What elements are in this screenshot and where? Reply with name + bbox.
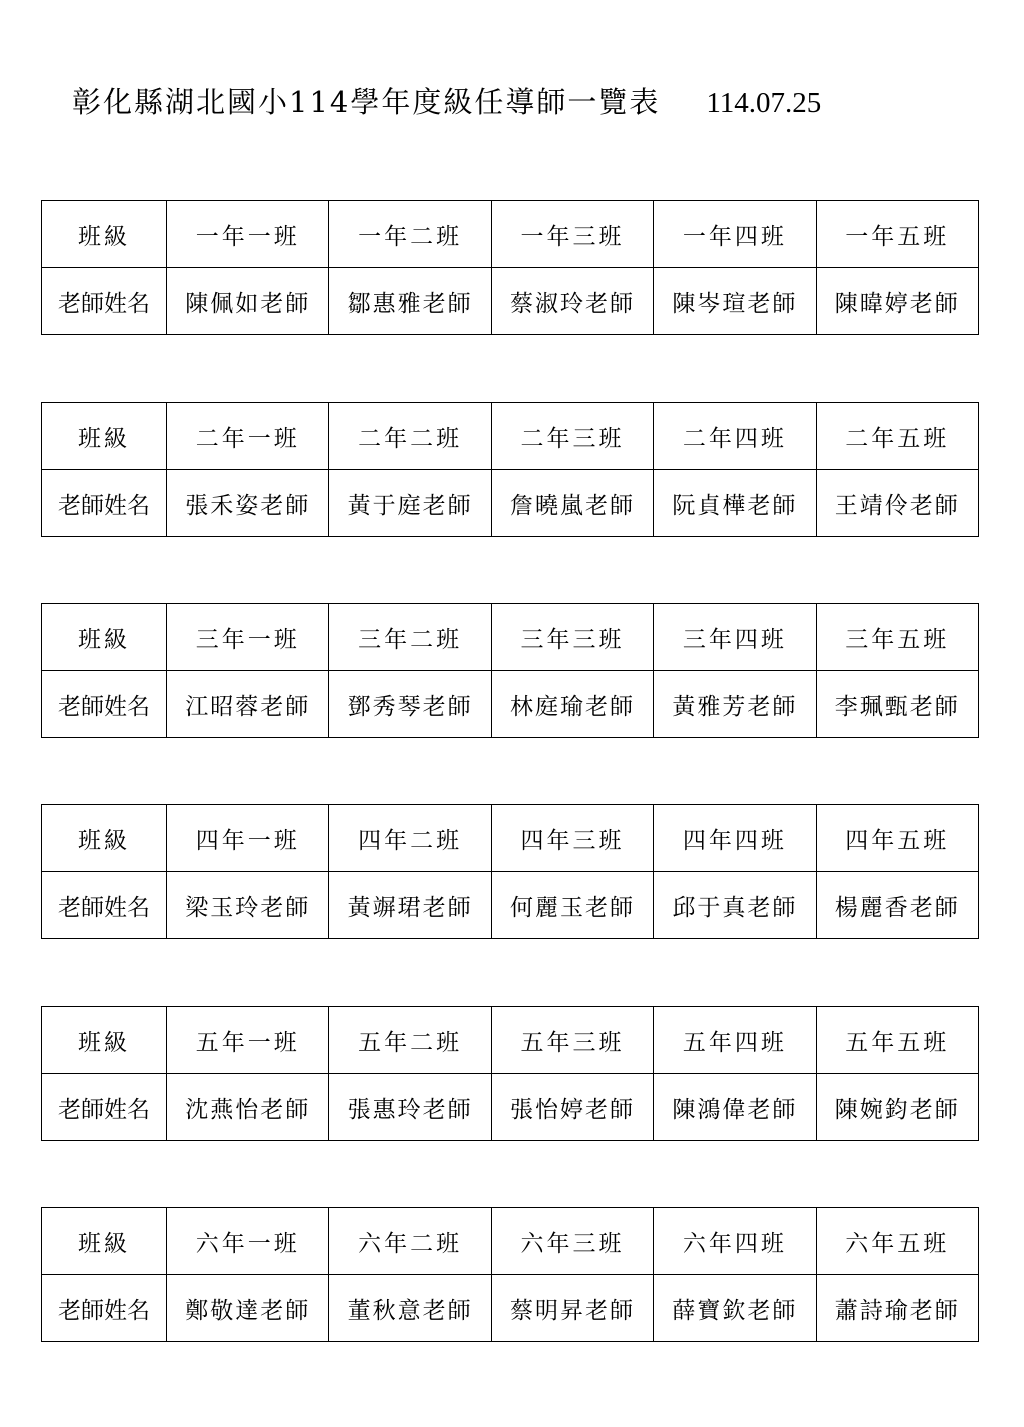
document-title: 彰化縣湖北國小114學年度級任導師一覽表 bbox=[72, 85, 661, 119]
class-row bbox=[42, 604, 979, 671]
teacher-name: 張禾姿老師 bbox=[167, 470, 329, 537]
teacher-row bbox=[42, 1074, 979, 1141]
class-label: 班級 bbox=[42, 201, 167, 268]
teacher-name: 邱于真老師 bbox=[654, 872, 816, 939]
class-name: 六年四班 bbox=[654, 1208, 816, 1275]
teacher-name: 林庭瑜老師 bbox=[491, 671, 653, 738]
teacher-label: 老師姓名 bbox=[42, 268, 167, 335]
teacher-name: 蔡明昇老師 bbox=[491, 1275, 653, 1342]
teacher-name: 李珮甄老師 bbox=[816, 671, 978, 738]
class-name: 二年三班 bbox=[491, 403, 653, 470]
teacher-name: 鄭敬達老師 bbox=[167, 1275, 329, 1342]
grade-3-table bbox=[41, 603, 979, 738]
teacher-name: 陳岑瑄老師 bbox=[654, 268, 816, 335]
class-row bbox=[42, 805, 979, 872]
class-name: 二年二班 bbox=[329, 403, 491, 470]
teacher-label: 老師姓名 bbox=[42, 872, 167, 939]
page-title bbox=[72, 80, 821, 121]
class-name: 一年一班 bbox=[167, 201, 329, 268]
teacher-label: 老師姓名 bbox=[42, 671, 167, 738]
teacher-row bbox=[42, 872, 979, 939]
class-name: 四年四班 bbox=[654, 805, 816, 872]
class-row bbox=[42, 201, 979, 268]
teacher-name: 蕭詩瑜老師 bbox=[816, 1275, 978, 1342]
teacher-name: 何麗玉老師 bbox=[491, 872, 653, 939]
grade-6-table bbox=[41, 1207, 979, 1342]
class-name: 五年四班 bbox=[654, 1007, 816, 1074]
class-name: 三年二班 bbox=[329, 604, 491, 671]
class-name: 五年二班 bbox=[329, 1007, 491, 1074]
class-name: 五年一班 bbox=[167, 1007, 329, 1074]
class-name: 三年四班 bbox=[654, 604, 816, 671]
teacher-name: 陳佩如老師 bbox=[167, 268, 329, 335]
teacher-name: 陳暐婷老師 bbox=[816, 268, 978, 335]
class-name: 二年五班 bbox=[816, 403, 978, 470]
grade-2-table bbox=[41, 402, 979, 537]
document-date: 114.07.25 bbox=[706, 87, 822, 119]
teacher-name: 王靖伶老師 bbox=[816, 470, 978, 537]
teacher-name: 沈燕怡老師 bbox=[167, 1074, 329, 1141]
teacher-name: 張怡婷老師 bbox=[491, 1074, 653, 1141]
class-row bbox=[42, 1208, 979, 1275]
class-label: 班級 bbox=[42, 403, 167, 470]
teacher-row bbox=[42, 1275, 979, 1342]
class-name: 一年五班 bbox=[816, 201, 978, 268]
teacher-name: 鄧秀琴老師 bbox=[329, 671, 491, 738]
class-label: 班級 bbox=[42, 805, 167, 872]
class-name: 四年五班 bbox=[816, 805, 978, 872]
teacher-name: 陳婉鈞老師 bbox=[816, 1074, 978, 1141]
teacher-name: 陳鴻偉老師 bbox=[654, 1074, 816, 1141]
teacher-row bbox=[42, 470, 979, 537]
class-name: 一年三班 bbox=[491, 201, 653, 268]
class-name: 一年二班 bbox=[329, 201, 491, 268]
teacher-name: 薛寶欽老師 bbox=[654, 1275, 816, 1342]
class-name: 五年三班 bbox=[491, 1007, 653, 1074]
teacher-name: 楊麗香老師 bbox=[816, 872, 978, 939]
class-name: 四年二班 bbox=[329, 805, 491, 872]
teacher-name: 黃于庭老師 bbox=[329, 470, 491, 537]
class-name: 三年三班 bbox=[491, 604, 653, 671]
class-name: 四年三班 bbox=[491, 805, 653, 872]
teacher-row bbox=[42, 671, 979, 738]
class-name: 三年一班 bbox=[167, 604, 329, 671]
class-name: 四年一班 bbox=[167, 805, 329, 872]
class-name: 二年四班 bbox=[654, 403, 816, 470]
class-name: 三年五班 bbox=[816, 604, 978, 671]
teacher-row bbox=[42, 268, 979, 335]
teacher-name: 詹曉嵐老師 bbox=[491, 470, 653, 537]
teacher-name: 蔡淑玲老師 bbox=[491, 268, 653, 335]
class-name: 六年五班 bbox=[816, 1208, 978, 1275]
teacher-name: 江昭蓉老師 bbox=[167, 671, 329, 738]
class-name: 六年一班 bbox=[167, 1208, 329, 1275]
grade-4-table bbox=[41, 804, 979, 939]
teacher-name: 梁玉玲老師 bbox=[167, 872, 329, 939]
grade-1-table bbox=[41, 200, 979, 335]
teacher-name: 張惠玲老師 bbox=[329, 1074, 491, 1141]
teacher-label: 老師姓名 bbox=[42, 1074, 167, 1141]
class-name: 五年五班 bbox=[816, 1007, 978, 1074]
class-row bbox=[42, 1007, 979, 1074]
class-row bbox=[42, 403, 979, 470]
class-name: 一年四班 bbox=[654, 201, 816, 268]
class-name: 六年二班 bbox=[329, 1208, 491, 1275]
teacher-name: 鄒惠雅老師 bbox=[329, 268, 491, 335]
teacher-name: 阮貞樺老師 bbox=[654, 470, 816, 537]
class-label: 班級 bbox=[42, 604, 167, 671]
teacher-label: 老師姓名 bbox=[42, 1275, 167, 1342]
class-name: 六年三班 bbox=[491, 1208, 653, 1275]
teacher-name: 董秋意老師 bbox=[329, 1275, 491, 1342]
class-label: 班級 bbox=[42, 1007, 167, 1074]
class-label: 班級 bbox=[42, 1208, 167, 1275]
class-name: 二年一班 bbox=[167, 403, 329, 470]
teacher-name: 黃雅芳老師 bbox=[654, 671, 816, 738]
teacher-label: 老師姓名 bbox=[42, 470, 167, 537]
grade-5-table bbox=[41, 1006, 979, 1141]
teacher-name: 黃竮珺老師 bbox=[329, 872, 491, 939]
